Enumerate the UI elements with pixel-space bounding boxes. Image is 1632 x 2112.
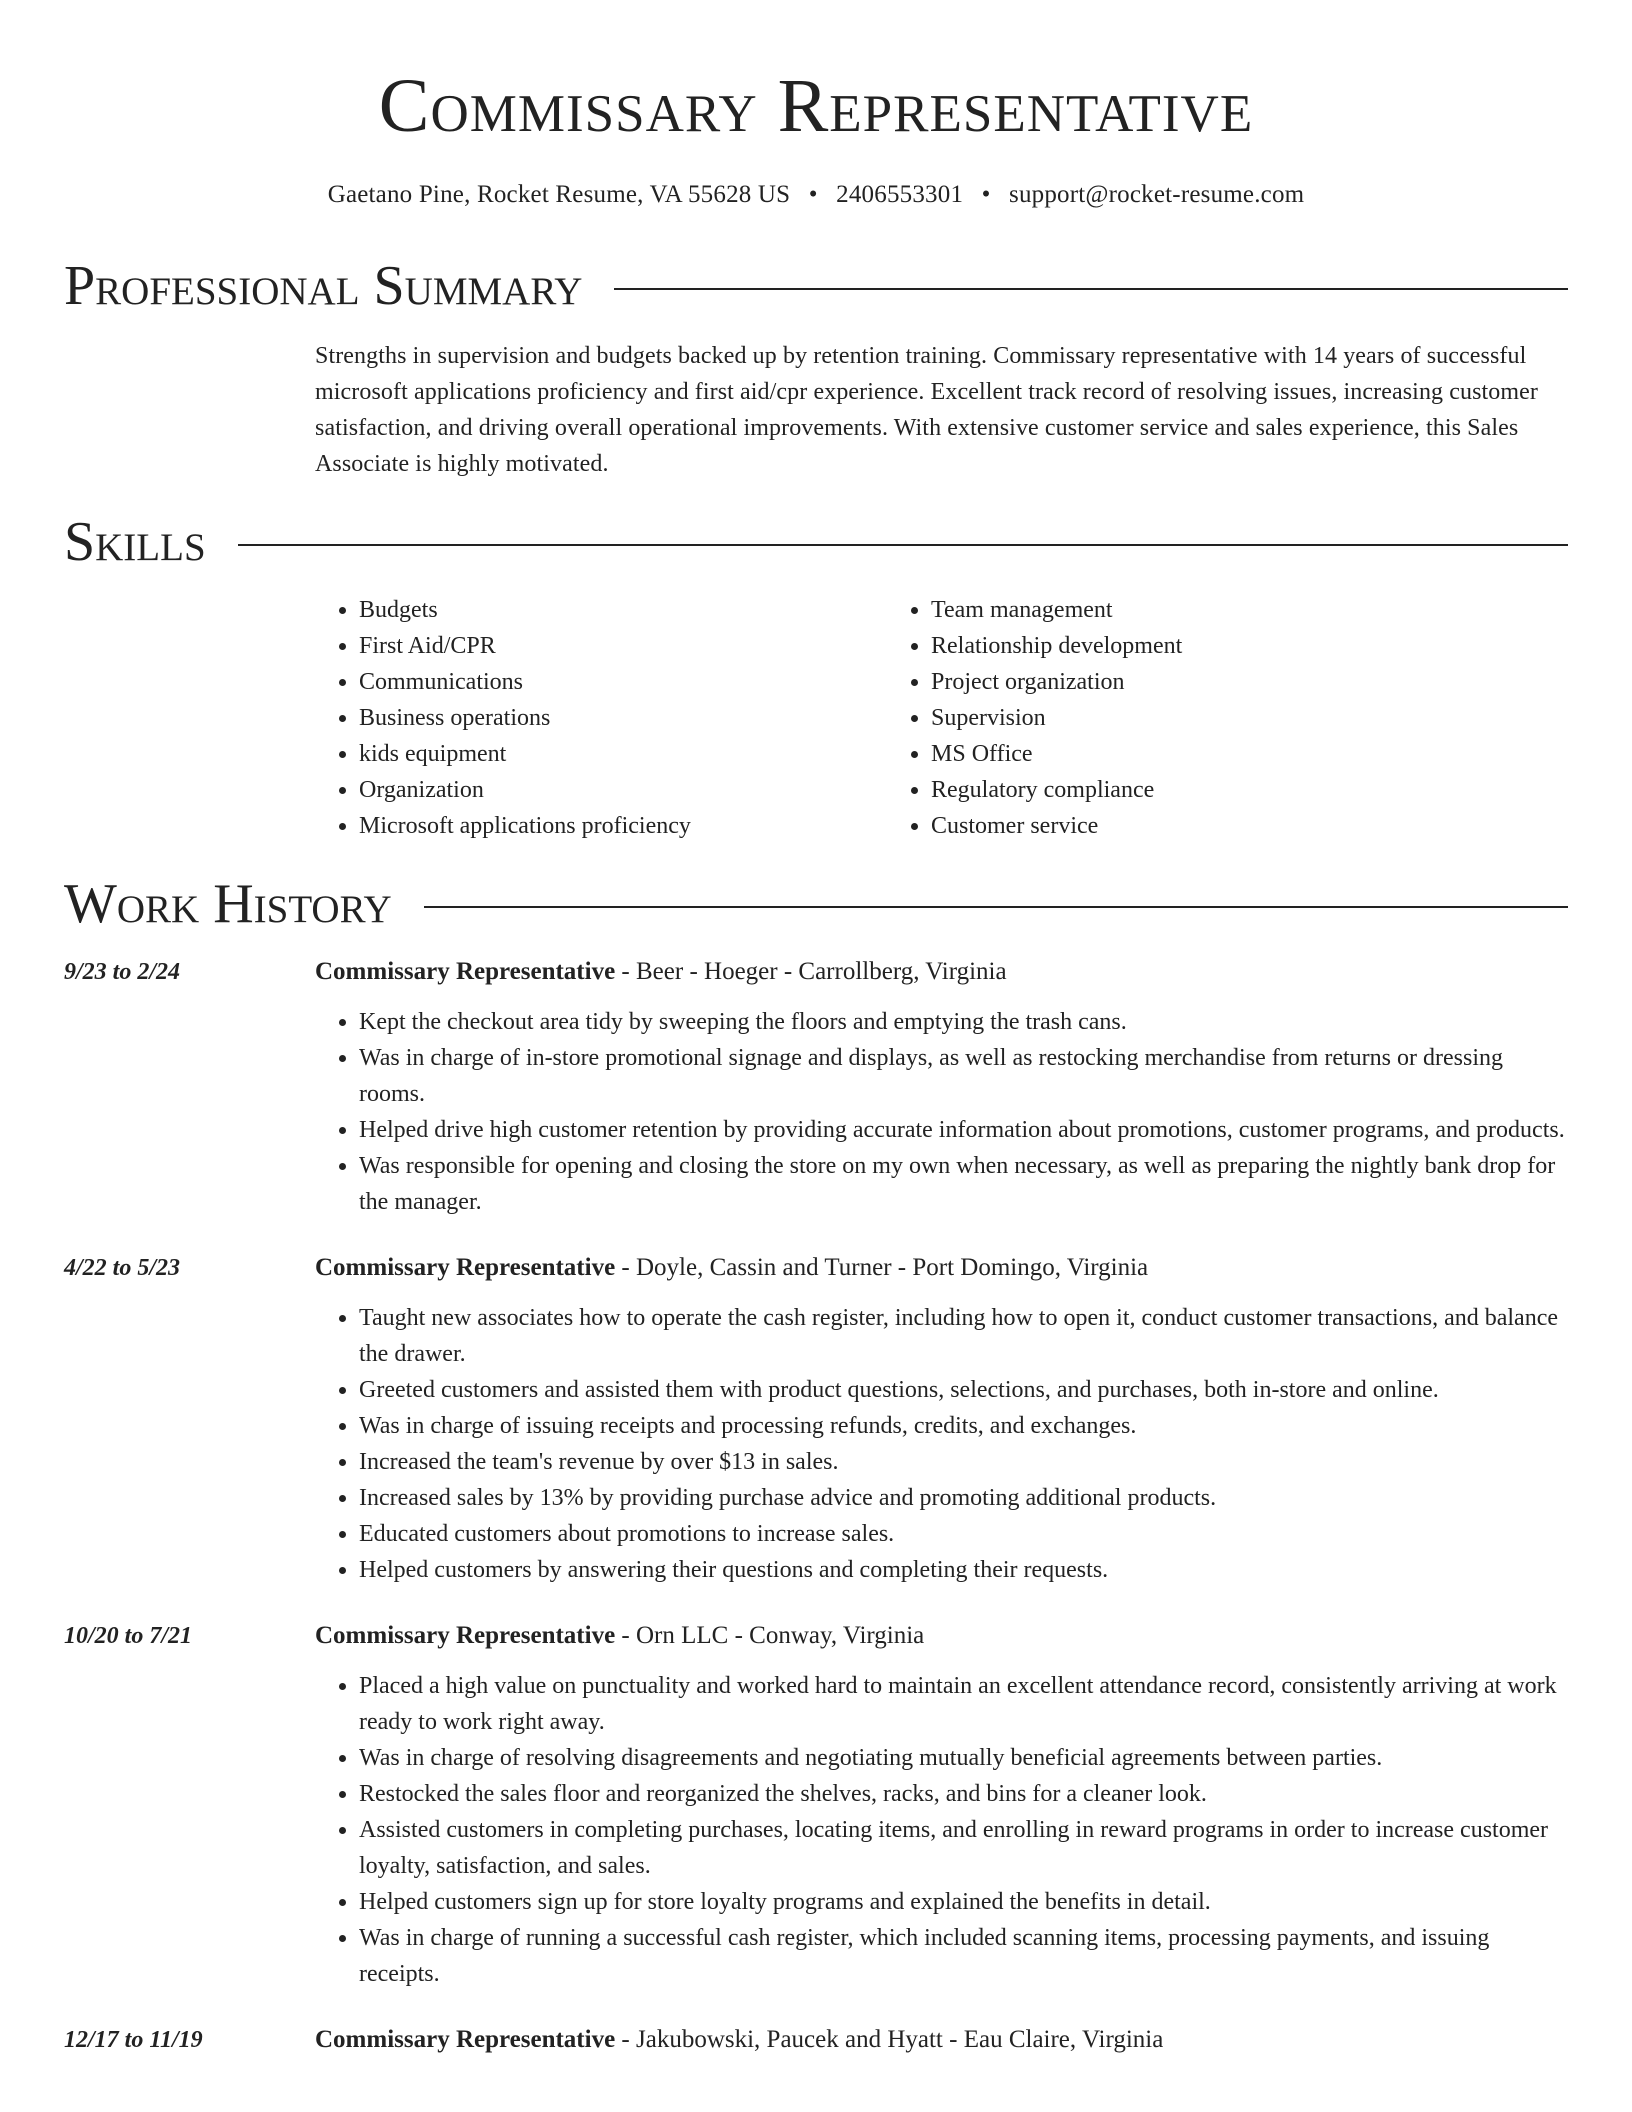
job-bullet: • Helped customers sign up for store loyalty programs and explained the benefits in detail. (359, 1884, 1568, 1920)
job-bullet: • Was in charge of running a successful cash register, which included scanning items, processing payments, and issuing receipts. (359, 1920, 1568, 1992)
job-details: - Jakubowski, Paucek and Hyatt - Eau Claire, Virginia (615, 2026, 1164, 2053)
job-details: - Orn LLC - Conway, Virginia (615, 1622, 925, 1649)
job-title: Commissary Representative (315, 2026, 616, 2053)
summary-section-header (64, 256, 1568, 316)
job-bullet: • Educated customers about promotions to increase sales. (359, 1516, 1568, 1552)
job-body (315, 1618, 1568, 1992)
job-heading (315, 954, 1568, 990)
skill-item: • MS Office (931, 736, 1459, 772)
job-body (315, 2022, 1568, 2058)
section-divider (614, 288, 1568, 290)
job-details: - Beer - Hoeger - Carrollberg, Virginia (615, 958, 1007, 985)
job-bullet: • Was in charge of issuing receipts and processing refunds, credits, and exchanges. (359, 1408, 1568, 1444)
job-heading (315, 1250, 1568, 1286)
job-bullet: • Assisted customers in completing purchases, locating items, and enrolling in reward programs in order to increase customer loyalty, satisfaction, and sales. (359, 1812, 1568, 1884)
job-dates: 9/23 to 2/24 (64, 959, 181, 985)
job-bullet: • Placed a high value on punctuality and worked hard to maintain an excellent attendance record, consistently arriving at work ready to work right away. (359, 1668, 1568, 1740)
job-bullets (315, 1004, 1568, 1220)
contact-line (64, 180, 1568, 210)
job-bullet: • Greeted customers and assisted them with product questions, selections, and purchases, both in-store and online. (359, 1372, 1568, 1408)
job-body (315, 1250, 1568, 1588)
skill-item: • Budgets (359, 592, 887, 628)
job-bullet: • Increased the team's revenue by over $13 in sales. (359, 1444, 1568, 1480)
skill-item: • Business operations (359, 700, 887, 736)
job-bullets (315, 1300, 1568, 1588)
job-heading (315, 1618, 1568, 1654)
job-entry (64, 954, 1568, 1220)
skill-item: • kids equipment (359, 736, 887, 772)
contact-address: Gaetano Pine, Rocket Resume, VA 55628 US (327, 181, 791, 208)
job-dates: 4/22 to 5/23 (64, 1255, 181, 1281)
work-history-list (64, 954, 1568, 2058)
job-bullet: • Was in charge of resolving disagreements and negotiating mutually beneficial agreements between parties. (359, 1740, 1568, 1776)
job-title: Commissary Representative (315, 1622, 616, 1649)
job-bullet: • Helped customers by answering their questions and completing their requests. (359, 1552, 1568, 1588)
skill-item: • First Aid/CPR (359, 628, 887, 664)
job-bullets (315, 1668, 1568, 1992)
skill-item: • Customer service (931, 808, 1459, 844)
job-bullet: • Was in charge of in-store promotional signage and displays, as well as restocking merchandise from returns or dressing rooms. (359, 1040, 1568, 1112)
skills-list (315, 592, 1568, 844)
job-bullet: • Taught new associates how to operate the cash register, including how to open it, conduct customer transactions, and balance the drawer. (359, 1300, 1568, 1372)
section-divider (238, 544, 1568, 546)
skill-item: • Microsoft applications proficiency (359, 808, 887, 844)
job-title: Commissary Representative (315, 958, 616, 985)
summary-text: Strengths in supervision and budgets backed up by retention training. Commissary representative with 14 years of successful microsoft applications proficiency and first aid/cpr experience. Excellent track record of resolving issues, increasing customer satisfaction, and driving overall operational improvements. With extensive customer service and sales experience, this Sales Associate is highly motivated. (315, 343, 1539, 477)
contact-separator: • (808, 181, 818, 208)
summary-title: Professional Summary (64, 255, 583, 317)
skills-title: Skills (64, 511, 206, 573)
skill-item: • Communications (359, 664, 887, 700)
skill-item: • Organization (359, 772, 887, 808)
job-entry (64, 1618, 1568, 1992)
resume-page (64, 0, 1568, 2058)
job-entry (64, 1250, 1568, 1588)
job-title: Commissary Representative (315, 1254, 616, 1281)
job-body (315, 954, 1568, 1220)
job-entry (64, 2022, 1568, 2058)
work-title: Work History (64, 873, 392, 935)
contact-separator: • (981, 181, 991, 208)
job-bullet: • Kept the checkout area tidy by sweeping the floors and emptying the trash cans. (359, 1004, 1568, 1040)
job-dates: 10/20 to 7/21 (64, 1623, 193, 1649)
job-details: - Doyle, Cassin and Turner - Port Domingo, Virginia (615, 1254, 1149, 1281)
skill-item: • Project organization (931, 664, 1459, 700)
resume-name: Commissary Representative (378, 64, 1254, 148)
job-bullet: • Restocked the sales floor and reorganized the shelves, racks, and bins for a cleaner look. (359, 1776, 1568, 1812)
contact-email: support@rocket-resume.com (1009, 181, 1305, 208)
skill-item: • Supervision (931, 700, 1459, 736)
skill-item: • Team management (931, 592, 1459, 628)
job-bullet: • Was responsible for opening and closing the store on my own when necessary, as well as preparing the nightly bank drop for the manager. (359, 1148, 1568, 1220)
job-bullet: • Increased sales by 13% by providing purchase advice and promoting additional products. (359, 1480, 1568, 1516)
job-heading (315, 2022, 1568, 2058)
skill-item: • Relationship development (931, 628, 1459, 664)
contact-phone: 2406553301 (836, 181, 964, 208)
work-section-header (64, 874, 1568, 934)
skill-item: • Regulatory compliance (931, 772, 1459, 808)
job-dates: 12/17 to 11/19 (64, 2027, 203, 2053)
skills-column-right (887, 592, 1459, 844)
job-bullet: • Helped drive high customer retention by providing accurate information about promotions, customer programs, and products. (359, 1112, 1568, 1148)
section-divider (424, 906, 1568, 908)
skills-column-left (315, 592, 887, 844)
skills-section-header (64, 512, 1568, 572)
